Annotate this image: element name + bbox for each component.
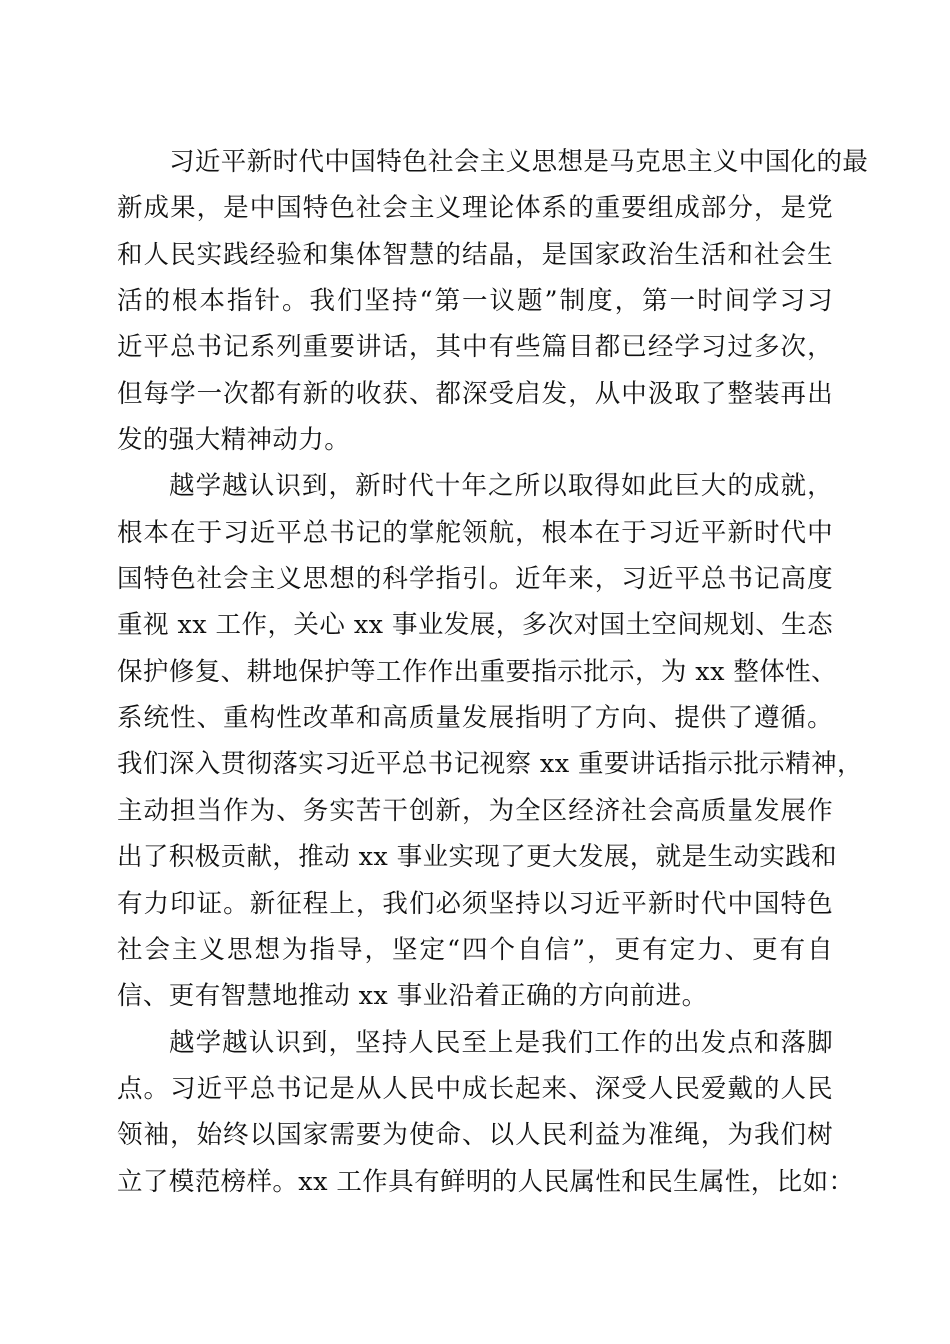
text-line: 近平总书记系列重要讲话，其中有些篇目都已经学习过多次， [117,332,833,363]
text-line: 活的根本指针。我们坚持“第一议题”制度，第一时间学习习 [117,286,833,317]
text-line: 点。习近平总书记是从人民中成长起来、深受人民爱戴的人民 [117,1073,833,1104]
text-line: 根本在于习近平总书记的掌舵领航，根本在于习近平新时代中 [117,517,833,548]
paragraph-2 [117,463,863,1019]
text-line: 我们深入贯彻落实习近平总书记视察 xx 重要讲话指示批示精神， [117,749,863,780]
text-line: 出了积极贡献，推动 xx 事业实现了更大发展，就是生动实践和 [117,842,837,873]
document-body [117,139,869,1205]
text-line: 社会主义思想为指导，坚定“四个自信”，更有定力、更有自 [117,934,833,965]
text-line: 重视 xx 工作，关心 xx 事业发展，多次对国土空间规划、生态 [117,610,833,641]
text-line: 国特色社会主义思想的科学指引。近年来，习近平总书记高度 [117,564,833,595]
text-line: 发的强大精神动力。 [117,425,351,456]
paragraph-1 [117,139,869,463]
text-line: 系统性、重构性改革和高质量发展指明了方向、提供了遵循。 [117,703,833,734]
text-line: 越学越认识到，坚持人民至上是我们工作的出发点和落脚 [169,1027,833,1058]
text-line: 保护修复、耕地保护等工作作出重要指示批示，为 xx 整体性、 [117,656,837,687]
text-line: 领袖，始终以国家需要为使命、以人民利益为准绳，为我们树 [117,1120,833,1151]
text-line: 习近平新时代中国特色社会主义思想是马克思主义中国化的最 [169,147,869,177]
text-line: 信、更有智慧地推动 xx 事业沿着正确的方向前进。 [117,981,708,1012]
text-line: 但每学一次都有新的收获、都深受启发，从中汲取了整装再出 [117,378,833,409]
paragraph-3 [117,1020,855,1205]
text-line: 有力印证。新征程上，我们必须坚持以习近平新时代中国特色 [117,888,833,919]
text-line: 和人民实践经验和集体智慧的结晶，是国家政治生活和社会生 [117,239,833,270]
text-line: 新成果，是中国特色社会主义理论体系的重要组成部分，是党 [117,193,833,224]
text-line: 立了模范榜样。xx 工作具有鲜明的人民属性和民生属性，比如： [117,1166,855,1197]
text-line: 主动担当作为、务实苦干创新，为全区经济社会高质量发展作 [117,795,833,826]
text-line: 越学越认识到，新时代十年之所以取得如此巨大的成就， [169,471,833,502]
